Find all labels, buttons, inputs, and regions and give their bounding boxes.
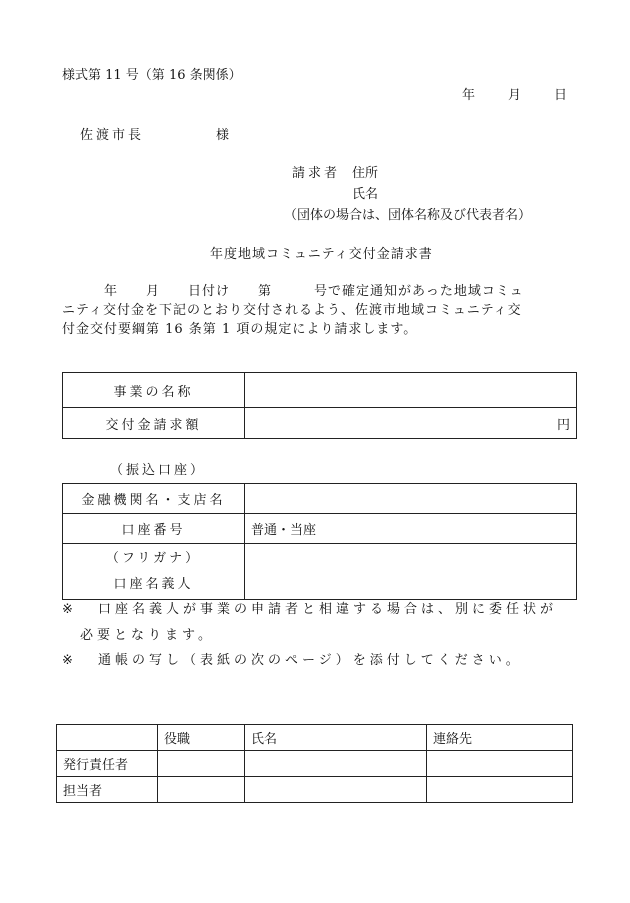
date-year-label: 年 bbox=[462, 88, 476, 103]
project-name-field[interactable] bbox=[245, 373, 577, 408]
note-mark: ※ bbox=[62, 602, 73, 617]
contact-header-position: 役職 bbox=[158, 725, 245, 751]
requester-label: 請求者 bbox=[292, 166, 341, 181]
table-row bbox=[63, 544, 577, 600]
project-name-label: 事業の名称 bbox=[63, 373, 245, 408]
requester-name-label: 氏名 bbox=[352, 187, 379, 202]
table-row bbox=[63, 484, 577, 514]
contact-row-label: 発行責任者 bbox=[57, 751, 158, 777]
table-row bbox=[63, 373, 577, 408]
note-proxy-line-2: 必要となります。 bbox=[80, 628, 215, 643]
requester-org-note: （団体の場合は、団体名称及び代表者名） bbox=[284, 208, 532, 223]
table-row bbox=[63, 408, 577, 439]
document-title: 年度地域コミュニティ交付金請求書 bbox=[210, 247, 433, 262]
contact-table bbox=[56, 724, 573, 803]
bank-table bbox=[62, 483, 577, 600]
contact-header-blank bbox=[57, 725, 158, 751]
request-statement bbox=[62, 282, 578, 339]
note-proxy-text-1: 口座名義人が事業の申請者と相違する場合は、別に委任状が bbox=[98, 602, 558, 617]
issuer-position-field[interactable] bbox=[158, 751, 245, 777]
note-mark: ※ bbox=[62, 653, 73, 668]
note-passbook bbox=[62, 648, 582, 674]
addressee-honorific: 様 bbox=[216, 128, 230, 143]
furigana-label: （フリガナ） bbox=[105, 550, 202, 566]
staff-position-field[interactable] bbox=[158, 777, 245, 803]
project-table bbox=[62, 372, 577, 439]
table-row bbox=[63, 514, 577, 544]
grant-amount-field[interactable]: 円 bbox=[245, 408, 577, 439]
account-type-field[interactable]: 普通・当座 bbox=[245, 514, 577, 544]
grant-amount-label: 交付金請求額 bbox=[63, 408, 245, 439]
contact-row-label: 担当者 bbox=[57, 777, 158, 803]
contact-header-contact: 連絡先 bbox=[427, 725, 573, 751]
table-row bbox=[57, 725, 573, 751]
table-row bbox=[57, 777, 573, 803]
staff-contact-field[interactable] bbox=[427, 777, 573, 803]
institution-field[interactable] bbox=[245, 484, 577, 514]
table-row bbox=[57, 751, 573, 777]
bank-section-label: （振込口座） bbox=[110, 463, 207, 478]
note-proxy-line-1 bbox=[62, 597, 582, 623]
note-passbook-text: 通帳の写し（表紙の次のページ）を添付してください。 bbox=[98, 653, 523, 668]
request-statement-line-3: 付金交付要綱第 16 条第 1 項の規定により請求します。 bbox=[62, 322, 418, 337]
request-statement-line-1: 年 月 日付け 第 号で確定通知があった地域コミュ bbox=[62, 284, 524, 299]
addressee-title: 佐渡市長 bbox=[80, 128, 145, 143]
account-holder-label-cell bbox=[63, 544, 245, 600]
requester-address-label: 住所 bbox=[352, 166, 379, 181]
staff-name-field[interactable] bbox=[245, 777, 427, 803]
date-month-label: 月 bbox=[508, 88, 522, 103]
institution-label: 金融機関名・支店名 bbox=[63, 484, 245, 514]
form-number: 様式第 11 号（第 16 条関係） bbox=[62, 68, 242, 83]
note-passbook-line bbox=[62, 648, 582, 674]
note-proxy bbox=[62, 597, 582, 649]
contact-header-name: 氏名 bbox=[245, 725, 427, 751]
account-number-label: 口座番号 bbox=[63, 514, 245, 544]
issuer-name-field[interactable] bbox=[245, 751, 427, 777]
account-holder-field[interactable] bbox=[245, 544, 577, 600]
account-holder-label: 口座名義人 bbox=[113, 576, 194, 592]
issuer-contact-field[interactable] bbox=[427, 751, 573, 777]
date-day-label: 日 bbox=[554, 88, 568, 103]
request-statement-line-2: ニティ交付金を下記のとおり交付されるよう、佐渡市地域コミュニティ交 bbox=[62, 303, 522, 318]
